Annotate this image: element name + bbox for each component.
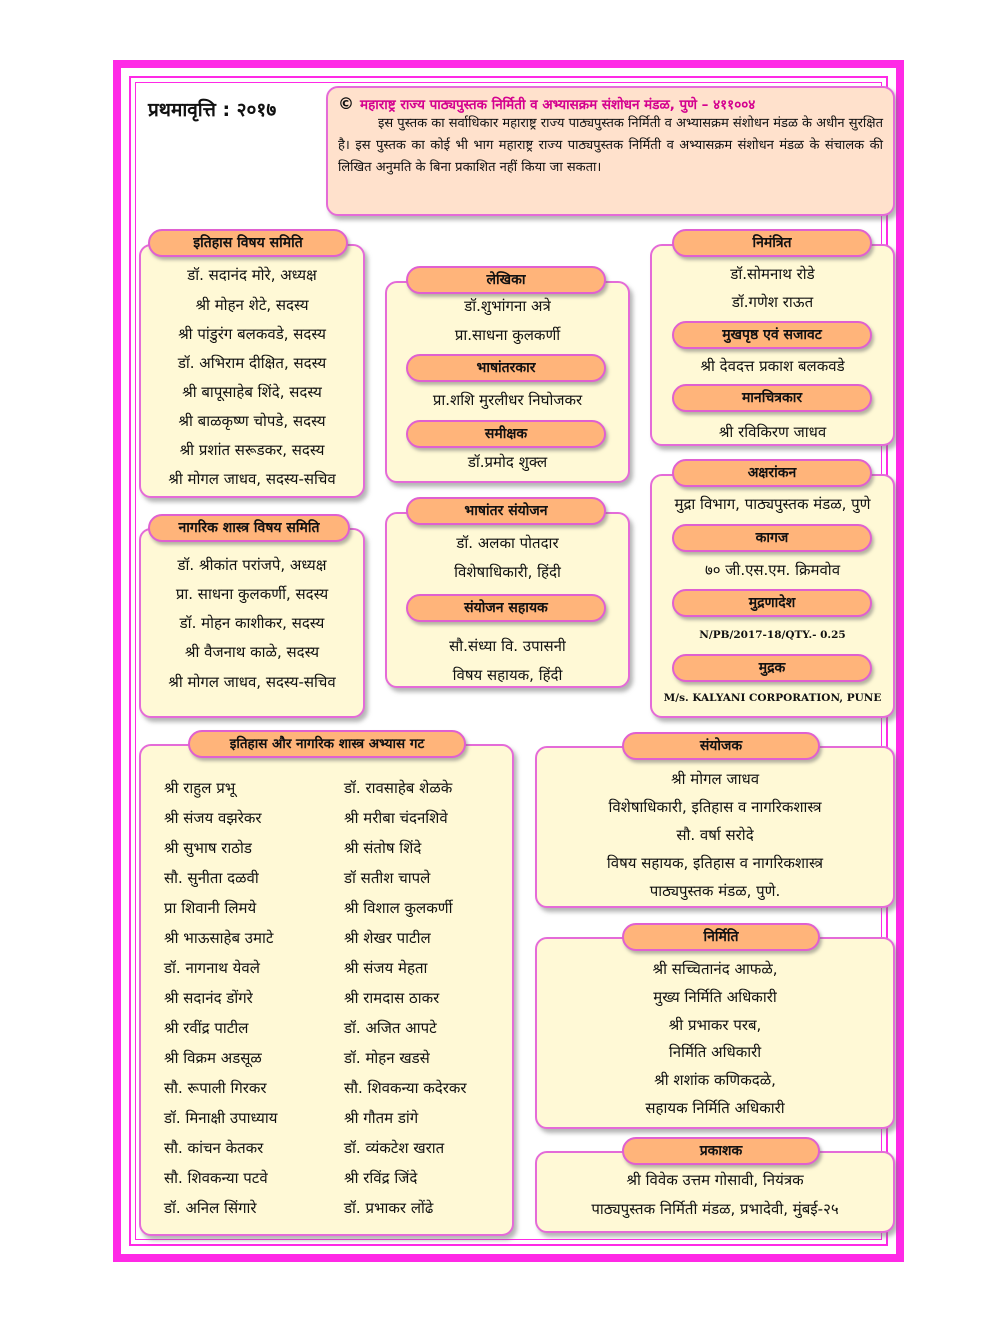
- study-group-left: [164, 773, 277, 1223]
- group-member: सौ. शिवकन्या पटवे: [164, 1169, 268, 1187]
- study-group-right: [344, 773, 467, 1223]
- group-member: श्री संजय मेहता: [344, 959, 428, 977]
- group-member: श्री गौतम डांगे: [344, 1109, 419, 1127]
- group-member: डॉ. नागनाथ येवले: [164, 959, 260, 977]
- group-member: श्री रवींद्र पाटील: [164, 1019, 249, 1037]
- map-title: मानचित्रकार: [672, 384, 872, 412]
- group-member: श्री संजय वझरेकर: [164, 809, 262, 827]
- translation-coordination-title: भाषांतर संयोजन: [406, 497, 606, 525]
- coordination-line: डॉ. अलका पोतदार: [456, 534, 559, 552]
- invited-title: निमंत्रित: [672, 229, 872, 257]
- group-member: डॉ. व्यंकटेश खरात: [344, 1139, 445, 1157]
- study-group-title: इतिहास और नागरिक शास्त्र अभ्यास गट: [188, 730, 466, 758]
- copyright-title: © महाराष्ट्र राज्य पाठ्यपुस्तक निर्मिती व अभ्यासक्रम संशोधन मंडळ, पुणे – ४११००४: [338, 94, 756, 113]
- production-line: मुख्य निर्मिति अधिकारी: [653, 988, 777, 1006]
- publisher-title: प्रकाशक: [622, 1137, 820, 1165]
- cover-title: मुखपृष्ठ एवं सजावट: [672, 321, 872, 349]
- history-member: श्री पांडुरंग बलकवडे, सदस्य: [178, 325, 326, 343]
- coordinator-line: सौ. वर्षा सरोदे: [676, 826, 754, 844]
- group-member: श्री भाऊसाहेब उमाटे: [164, 929, 274, 947]
- history-member: श्री मोगल जाधव, सदस्य-सचिव: [168, 470, 336, 488]
- group-member: श्री संतोष शिंदे: [344, 839, 422, 857]
- civics-member: डॉ. श्रीकांत परांजपे, अध्यक्ष: [177, 556, 327, 574]
- group-member: डॉ. अजित आपटे: [344, 1019, 437, 1037]
- group-member: डॉ. मिनाक्षी उपाध्याय: [164, 1109, 278, 1127]
- writers-title: लेखिका: [406, 266, 606, 294]
- history-member: श्री प्रशांत सरूडकर, सदस्य: [179, 441, 325, 459]
- group-member: श्री सदानंद डोंगरे: [164, 989, 253, 1007]
- publisher-line: श्री विवेक उत्तम गोसावी, नियंत्रक: [626, 1171, 804, 1189]
- production-line: श्री शशांक कणिकदळे,: [654, 1071, 776, 1089]
- group-member: सौ. सुनीता दळवी: [164, 869, 259, 887]
- assistant-line: सौ.संध्या वि. उपासनी: [449, 637, 566, 655]
- group-member: श्री शेखर पाटील: [344, 929, 431, 947]
- reviewer-title: समीक्षक: [406, 420, 606, 448]
- group-member: श्री राहुल प्रभू: [164, 779, 236, 797]
- group-member: श्री मरीबा चंदनशिवे: [344, 809, 448, 827]
- civics-member: श्री वैजनाथ काळे, सदस्य: [184, 643, 320, 661]
- production-line: श्री प्रभाकर परब,: [668, 1016, 762, 1034]
- group-member: श्री सुभाष राठोड: [164, 839, 252, 857]
- civics-committee-title: नागरिक शास्त्र विषय समिति: [148, 514, 350, 542]
- coordinator-line: विषय सहायक, इतिहास व नागरिकशास्त्र: [606, 854, 824, 872]
- copyright-icon: ©: [338, 94, 354, 113]
- group-member: डॉ. रावसाहेब शेळके: [344, 779, 453, 797]
- coordination-assistant-title: संयोजन सहायक: [406, 594, 606, 622]
- paper-title: कागज: [672, 524, 872, 552]
- group-member: श्री विशाल कुलकर्णी: [344, 899, 453, 917]
- publisher-line: पाठ्यपुस्तक निर्मिती मंडळ, प्रभादेवी, मुंबई-२५: [591, 1200, 839, 1218]
- print-order-title: मुद्रणादेश: [672, 589, 872, 617]
- civics-member: डॉ. मोहन काशीकर, सदस्य: [179, 614, 325, 632]
- assistant-line: विषय सहायक, हिंदी: [452, 666, 563, 684]
- group-member: श्री विक्रम अडसूळ: [164, 1049, 262, 1067]
- history-member: डॉ. अभिराम दीक्षित, सदस्य: [177, 354, 327, 372]
- coordinator-line: विशेषाधिकारी, इतिहास व नागरिकशास्त्र: [608, 798, 822, 816]
- group-member: श्री रविंद्र जिंदे: [344, 1169, 418, 1187]
- history-member: श्री बापूसाहेब शिंदे, सदस्य: [182, 383, 322, 401]
- coordinator-line: पाठ्यपुस्तक मंडळ, पुणे.: [649, 882, 781, 900]
- group-member: डॉ. मोहन खडसे: [344, 1049, 430, 1067]
- printer-title: मुद्रक: [672, 654, 872, 682]
- cover-artist: श्री देवदत्त प्रकाश बलकवडे: [700, 357, 845, 375]
- group-member: प्रा शिवानी लिमये: [164, 899, 257, 917]
- production-line: निर्मिति अधिकारी: [668, 1043, 762, 1061]
- writer: डॉ.शुभांगना अत्रे: [464, 297, 551, 315]
- group-member: श्री रामदास ठाकर: [344, 989, 440, 1007]
- group-member: डॉ. अनिल सिंगारे: [164, 1199, 257, 1217]
- history-member: श्री मोहन शेटे, सदस्य: [195, 296, 309, 314]
- civics-member: श्री मोगल जाधव, सदस्य-सचिव: [168, 673, 336, 691]
- production-line: श्री सच्चितानंद आफळे,: [652, 960, 778, 978]
- coordinator-title: संयोजक: [622, 732, 820, 760]
- group-member: सौ. रूपाली गिरकर: [164, 1079, 267, 1097]
- translator: प्रा.शशि मुरलीधर निघोजकर: [432, 391, 583, 409]
- printer-value: M/s. KALYANI CORPORATION, PUNE: [663, 692, 882, 704]
- copyright-text: इस पुस्तक का सर्वाधिकार महाराष्ट्र राज्य पाठ्यपुस्तक निर्मिती व अभ्यासक्रम संशोधन मंडळ के अधीन सुरक्षित है। इस पुस्तक का कोई भी भाग महाराष्ट्र राज्य पाठ्यपुस्तक निर्मिती व अभ्यासक्रम संशोधन मंडळ के संचालक की लिखित अनुमति के बिना प्रकाशित नहीं किया जा सकता।: [338, 116, 883, 175]
- invited-member: डॉ.सोमनाथ रोडे: [730, 265, 815, 283]
- group-member: डॉ. प्रभाकर लोंढे: [344, 1199, 434, 1217]
- group-member: डॉ सतीश चापले: [344, 869, 431, 887]
- print-order-value: N/PB/2017-18/QTY.- 0.25: [699, 629, 846, 641]
- edition: प्रथमावृत्ति : २०१७: [148, 99, 277, 121]
- production-line: सहायक निर्मिति अधिकारी: [645, 1099, 785, 1117]
- map-artist: श्री रविकिरण जाधव: [718, 423, 827, 441]
- reviewer: डॉ.प्रमोद शुक्ल: [467, 453, 548, 471]
- group-member: सौ. शिवकन्या कदेरकर: [344, 1079, 467, 1097]
- invited-member: डॉ.गणेश राऊत: [731, 293, 814, 311]
- civics-member: प्रा. साधना कुलकर्णी, सदस्य: [175, 585, 329, 603]
- copyright-box: [326, 86, 895, 216]
- history-committee-title: इतिहास विषय समिति: [148, 229, 348, 257]
- typesetting-value: मुद्रा विभाग, पाठ्यपुस्तक मंडळ, पुणे: [674, 495, 871, 513]
- coordinator-line: श्री मोगल जाधव: [670, 770, 760, 788]
- history-member: डॉ. सदानंद मोरे, अध्यक्ष: [187, 266, 317, 284]
- paper-value: ७० जी.एस.एम. क्रिमवोव: [704, 561, 841, 579]
- coordination-line: विशेषाधिकारी, हिंदी: [454, 563, 561, 581]
- history-member: श्री बाळकृष्ण चोपडे, सदस्य: [178, 412, 326, 430]
- production-title: निर्मिति: [622, 923, 820, 951]
- group-member: सौ. कांचन केतकर: [164, 1139, 264, 1157]
- typesetting-title: अक्षरांकन: [672, 459, 872, 487]
- writer: प्रा.साधना कुलकर्णी: [454, 326, 561, 344]
- translator-title: भाषांतरकार: [406, 354, 606, 382]
